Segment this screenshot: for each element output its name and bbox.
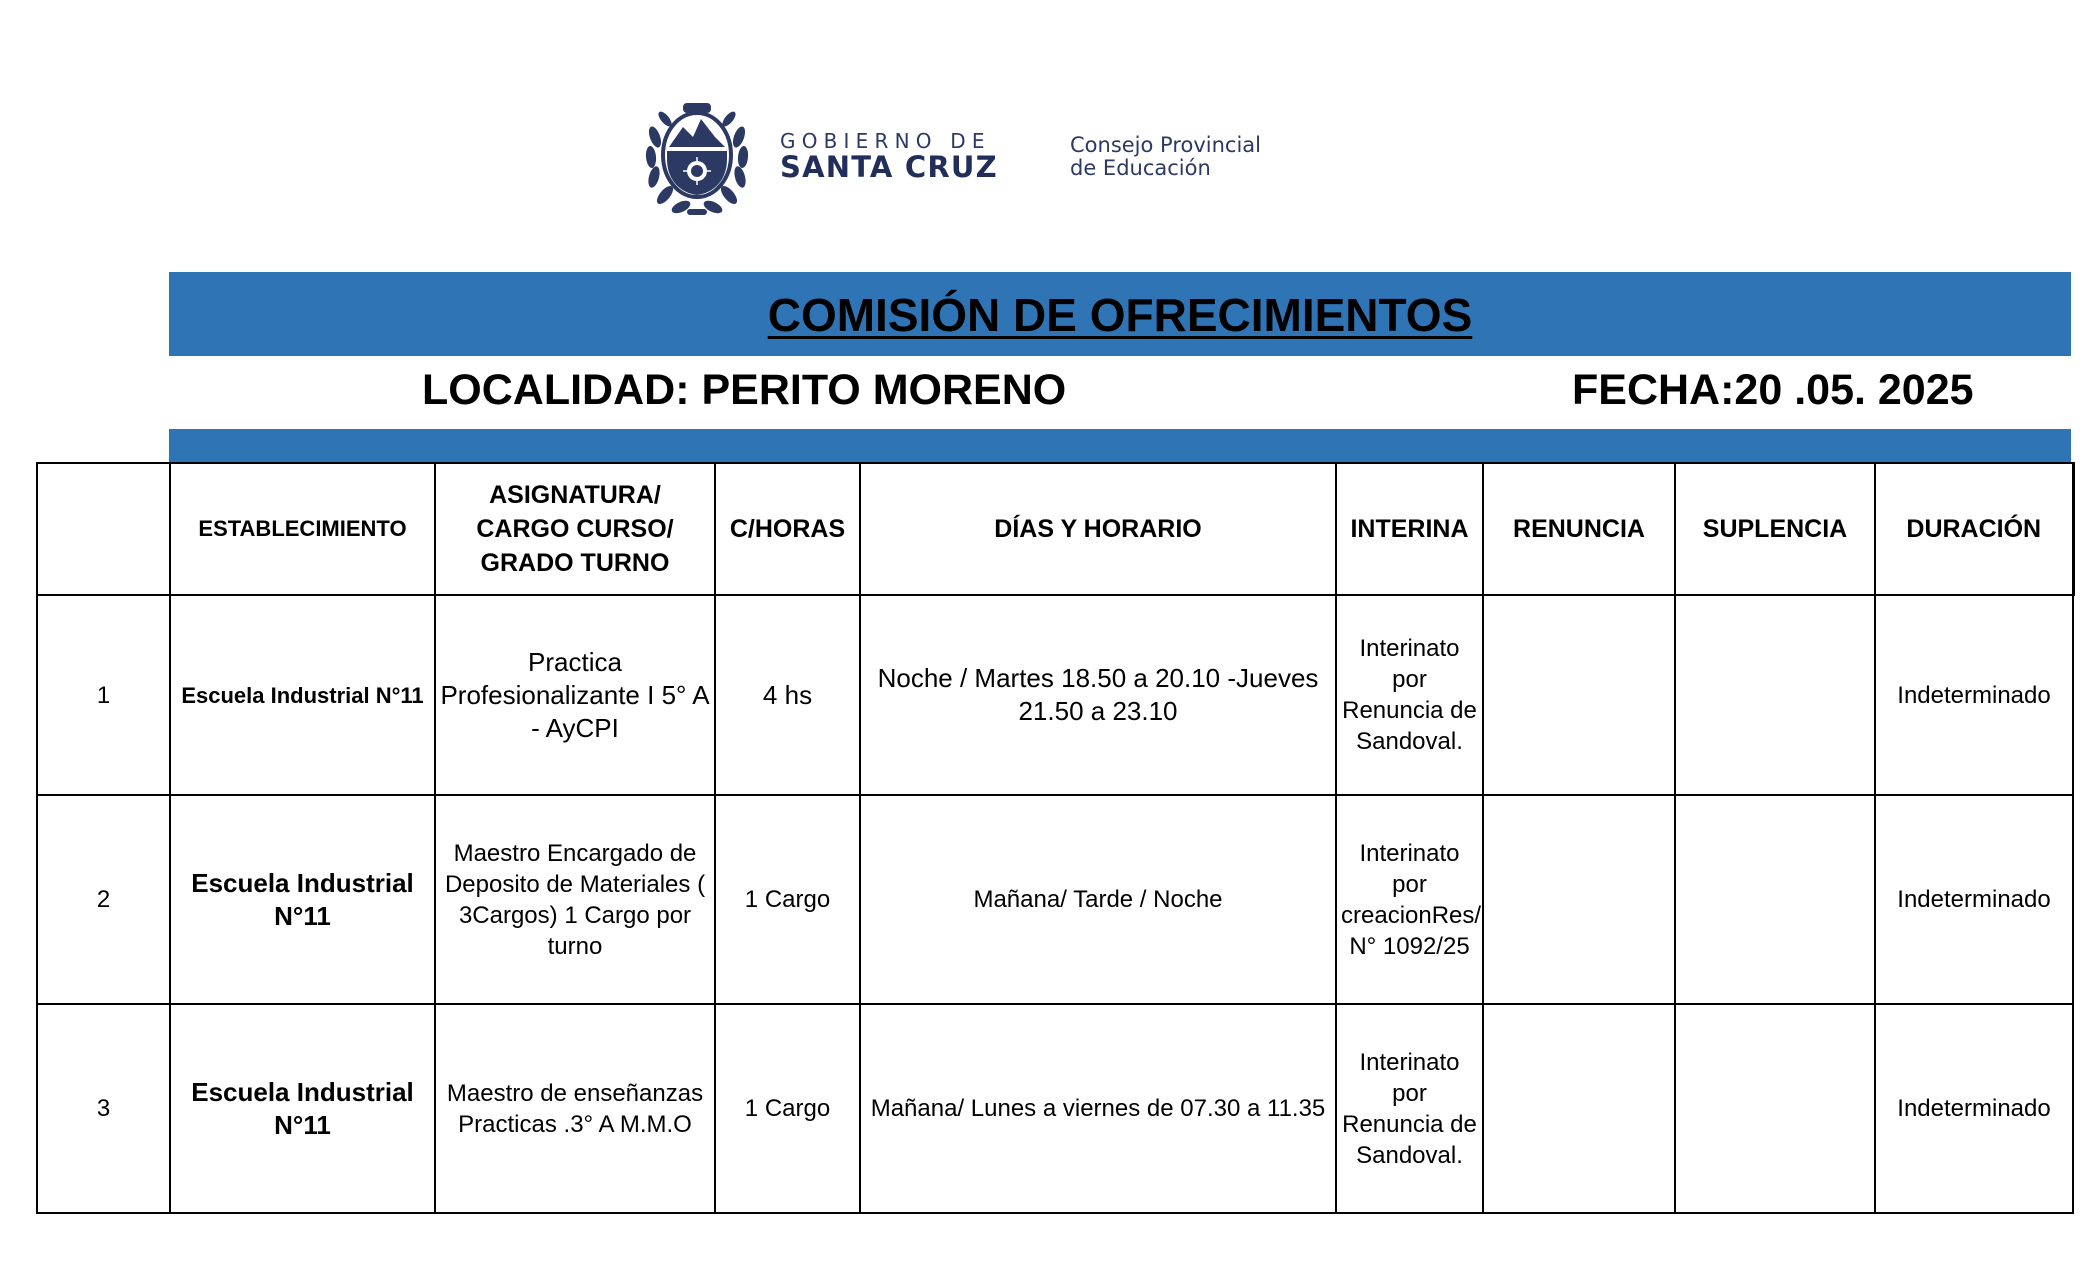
province-seal-icon: [643, 97, 751, 219]
gov-line1: GOBIERNO DE: [780, 129, 991, 153]
cell-dias: Noche / Martes 18.50 a 20.10 -Jueves 21.50 a 23.10: [860, 595, 1336, 795]
cell-renuncia: [1483, 1004, 1675, 1213]
government-name: [780, 130, 998, 182]
table-row: [37, 1004, 2073, 1213]
cell-dias: Mañana/ Tarde / Noche: [860, 795, 1336, 1004]
cell-asignatura: Practica Profesionalizante I 5° A - AyCPI: [435, 595, 715, 795]
cell-interina: Interinato por Renuncia de Sandoval.: [1336, 595, 1483, 795]
gov-line2: SANTA CRUZ: [780, 150, 998, 184]
cell-duracion: Indeterminado: [1875, 795, 2073, 1004]
cell-establecimiento: Escuela Industrial N°11: [170, 1004, 435, 1213]
council-line2: de Educación: [1070, 156, 1211, 180]
cell-duracion: Indeterminado: [1875, 1004, 2073, 1213]
col-header-horas: C/HORAS: [715, 463, 860, 595]
col-header-dias: DÍAS Y HORARIO: [860, 463, 1336, 595]
cell-dias: Mañana/ Lunes a viernes de 07.30 a 11.35: [860, 1004, 1336, 1213]
cell-horas: 1 Cargo: [715, 1004, 860, 1213]
col-header-suplencia: SUPLENCIA: [1675, 463, 1875, 595]
col-header-num: [37, 463, 170, 595]
cell-suplencia: [1675, 795, 1875, 1004]
cell-interina: Interinato por creacionRes/ N° 1092/25: [1336, 795, 1483, 1004]
table-row: [37, 795, 2073, 1004]
table-header-row: [37, 463, 2073, 595]
cell-duracion: Indeterminado: [1875, 595, 2073, 795]
cell-suplencia: [1675, 595, 1875, 795]
cell-suplencia: [1675, 1004, 1875, 1213]
date-label: FECHA:20 .05. 2025: [1572, 366, 1974, 414]
separator-band: [169, 429, 2071, 462]
col-header-asignatura: ASIGNATURA/ CARGO CURSO/ GRADO TURNO: [435, 463, 715, 595]
cell-renuncia: [1483, 595, 1675, 795]
cell-horas: 4 hs: [715, 595, 860, 795]
council-name: [1070, 134, 1261, 180]
cell-num: 3: [37, 1004, 170, 1213]
table-row: [37, 595, 2073, 795]
council-line1: Consejo Provincial: [1070, 133, 1262, 157]
cell-horas: 1 Cargo: [715, 795, 860, 1004]
cell-num: 1: [37, 595, 170, 795]
cell-asignatura: Maestro de enseñanzas Practicas .3° A M.M.O: [435, 1004, 715, 1213]
page-title: COMISIÓN DE OFRECIMIENTOS: [767, 289, 1473, 341]
cell-interina: Interinato por Renuncia de Sandoval.: [1336, 1004, 1483, 1213]
letterhead: [643, 97, 1313, 222]
col-header-interina: INTERINA: [1336, 463, 1483, 595]
locality-label: LOCALIDAD: PERITO MORENO: [422, 366, 1067, 414]
offers-table: [36, 462, 2075, 1214]
col-header-renuncia: RENUNCIA: [1483, 463, 1675, 595]
cell-establecimiento: Escuela Industrial N°11: [170, 795, 435, 1004]
title-band: [169, 272, 2071, 356]
col-header-duracion: DURACIÓN: [1875, 463, 2073, 595]
cell-num: 2: [37, 795, 170, 1004]
cell-renuncia: [1483, 795, 1675, 1004]
cell-asignatura: Maestro Encargado de Deposito de Materiales ( 3Cargos) 1 Cargo por turno: [435, 795, 715, 1004]
col-header-establecimiento: ESTABLECIMIENTO: [170, 463, 435, 595]
cell-establecimiento: Escuela Industrial N°11: [170, 595, 435, 795]
